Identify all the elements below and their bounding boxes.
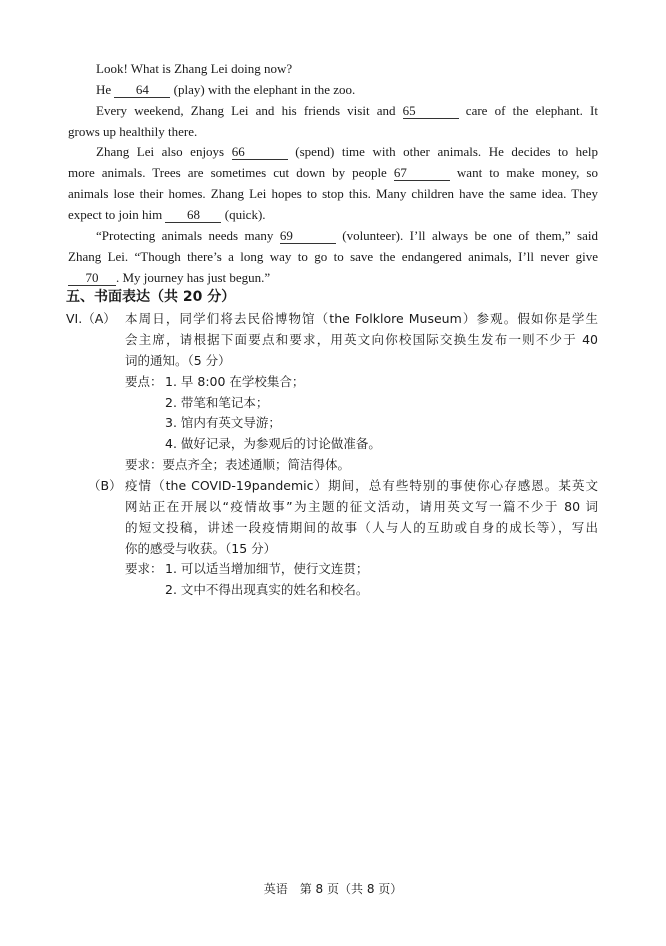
requirements: 要求：要点齐全；表述通顺；简洁得体。 bbox=[125, 457, 351, 472]
passage-line bbox=[96, 102, 598, 120]
task-b-line: 你的感受与收获。（15 分） bbox=[125, 541, 277, 556]
blank-70[interactable]: 70 bbox=[68, 271, 116, 286]
text: care of the elephant. It bbox=[465, 103, 598, 118]
text: Every weekend, Zhang Lei and his friends visit and bbox=[96, 103, 396, 118]
task-a-line: 词的通知。（5 分） bbox=[125, 353, 231, 368]
point-item: 3. 馆内有英文导游； bbox=[165, 415, 281, 430]
blank-68[interactable]: 68 bbox=[165, 208, 221, 223]
text: “Protecting animals needs many bbox=[96, 228, 274, 243]
page-footer: 英语 第 8 页（共 8 页） bbox=[263, 882, 403, 896]
passage-line bbox=[68, 164, 598, 182]
text: (play) with the elephant in the zoo. bbox=[173, 82, 356, 97]
task-b-line: 疫情（the COVID-19pandemic）期间，总有些特别的事使你心存感恩。某英文 bbox=[125, 478, 598, 493]
text: expect to join him bbox=[68, 207, 163, 222]
blank-64[interactable]: 64 bbox=[114, 83, 170, 98]
requirements-label: 要求： bbox=[125, 561, 163, 576]
passage-line bbox=[96, 143, 598, 161]
task-b-label: （B） bbox=[88, 478, 122, 493]
section-title: 五、书面表达（共 20 分） bbox=[66, 289, 236, 305]
text: (volunteer). I’ll always be one of them,” said bbox=[342, 228, 598, 243]
task-b-line: 的短文投稿，讲述一段疫情期间的故事（人与人的互助或自身的成长等），写出 bbox=[125, 520, 598, 535]
requirement-item: 2. 文中不得出现真实的姓名和校名。 bbox=[165, 582, 369, 597]
passage-line bbox=[68, 269, 598, 287]
point-item: 2. 带笔和笔记本； bbox=[165, 395, 269, 410]
passage-line: grows up healthily there. bbox=[68, 124, 198, 139]
passage-line: Zhang Lei. “Though there’s a long way to go to save the endangered animals, I’ll never give bbox=[68, 249, 598, 264]
point-item: 4. 做好记录，为参观后的讨论做准备。 bbox=[165, 436, 381, 451]
task-b-line: 网站正在开展以“疫情故事”为主题的征文活动，请用英文写一篇不少于 80 词 bbox=[125, 499, 598, 514]
text: want to make money, so bbox=[456, 165, 598, 180]
passage-line: animals lose their homes. Zhang Lei hopes to stop this. Many children have the same idea. They bbox=[68, 186, 598, 201]
text: (spend) time with other animals. He decides to help bbox=[295, 144, 599, 159]
task-a-label: VI.（A） bbox=[66, 311, 116, 326]
passage-line bbox=[96, 81, 598, 99]
blank-69[interactable]: 69 bbox=[280, 229, 336, 244]
passage-line bbox=[96, 227, 598, 245]
point-item: 1. 早 8:00 在学校集合； bbox=[165, 374, 305, 389]
text: (quick). bbox=[224, 207, 266, 222]
passage-line bbox=[68, 206, 598, 224]
points-label: 要点： bbox=[125, 374, 163, 389]
task-a-line: 会主席，请根据下面要点和要求，用英文向你校国际交换生发布一则不少于 40 bbox=[125, 332, 598, 347]
requirement-item: 1. 可以适当增加细节，使行文连贯； bbox=[165, 561, 369, 576]
blank-65[interactable]: 65 bbox=[403, 104, 459, 119]
text: Zhang Lei also enjoys bbox=[96, 144, 225, 159]
text: . My journey has just begun.” bbox=[116, 270, 271, 285]
passage-line: Look! What is Zhang Lei doing now? bbox=[96, 61, 293, 76]
text: He bbox=[96, 82, 112, 97]
text: more animals. Trees are sometimes cut down by people bbox=[68, 165, 387, 180]
blank-66[interactable]: 66 bbox=[232, 145, 288, 160]
task-a-line: 本周日，同学们将去民俗博物馆（the Folklore Museum）参观。假如你是学生 bbox=[125, 311, 598, 326]
blank-67[interactable]: 67 bbox=[394, 166, 450, 181]
